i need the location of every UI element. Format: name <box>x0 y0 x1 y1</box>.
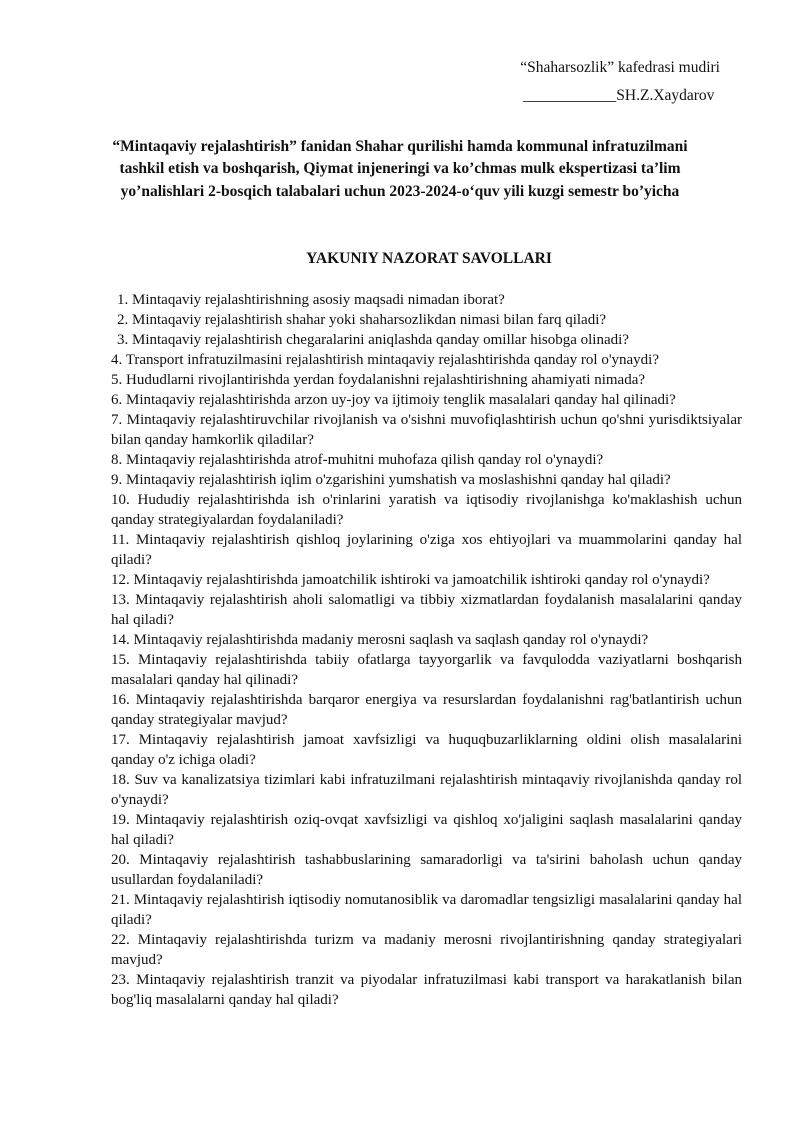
question-item: 8. Mintaqaviy rejalashtirishda atrof-muhitni muhofaza qilish qanday rol o'ynaydi? <box>111 452 604 468</box>
question-item: 11. Mintaqaviy rejalashtirish qishloq joylarining o'ziga xos ehtiyojlari va muammolarini qanday hal qiladi? <box>111 532 742 568</box>
section-heading: YAKUNIY NAZORAT SAVOLLARI <box>306 250 552 267</box>
department-head-title: “Shaharsozlik” kafedrasi mudiri <box>520 59 720 76</box>
question-item: 12. Mintaqaviy rejalashtirishda jamoatchilik ishtiroki va jamoatchilik ishtiroki qanday rol o'ynaydi? <box>111 572 710 588</box>
signature-line: ____________SH.Z.Xaydarov <box>523 87 715 104</box>
approval-block <box>520 58 720 106</box>
question-item: 16. Mintaqaviy rejalashtirishda barqaror energiya va resurslardan foydalanishni rag'batlantirish uchun qanday strategiyalar mavjud? <box>111 692 742 728</box>
question-item: 22. Mintaqaviy rejalashtirishda turizm va madaniy merosni rivojlantirishning qanday strategiyalari mavjud? <box>111 932 742 968</box>
question-item: 6. Mintaqaviy rejalashtirishda arzon uy-joy va ijtimoiy tenglik masalalari qanday hal qilinadi? <box>111 392 676 408</box>
question-item: 1. Mintaqaviy rejalashtirishning asosiy maqsadi nimadan iborat? <box>117 292 505 308</box>
question-item: 3. Mintaqaviy rejalashtirish chegaralarini aniqlashda qanday omillar hisobga olinadi? <box>117 332 629 348</box>
question-item: 7. Mintaqaviy rejalashtiruvchilar rivojlanish va o'sishni muvofiqlashtirish uchun qo'shni yurisdiktsiyalar bilan qanday hamkorlik qiladilar? <box>111 412 742 448</box>
question-item: 4. Transport infratuzilmasini rejalashtirish mintaqaviy rejalashtirishda qanday rol o'ynaydi? <box>111 352 659 368</box>
question-item: 15. Mintaqaviy rejalashtirishda tabiiy ofatlarga tayyorgarlik va favqulodda vaziyatlarni boshqarish masalalari qanday hal qilinadi? <box>111 652 742 688</box>
question-item: 5. Hududlarni rivojlantirishda yerdan foydalanishni rejalashtirishning ahamiyati nimada? <box>111 372 646 388</box>
question-list <box>111 290 742 1010</box>
question-item: 14. Mintaqaviy rejalashtirishda madaniy merosni saqlash va saqlash qanday rol o'ynaydi? <box>111 632 649 648</box>
question-item: 21. Mintaqaviy rejalashtirish iqtisodiy nomutanosiblik va daromadlar tengsizligi masalalarini qanday hal qiladi? <box>111 892 742 928</box>
question-item: 23. Mintaqaviy rejalashtirish tranzit va piyodalar infratuzilmasi kabi transport va harakatlanish bilan bog'liq masalalarni qanday hal qiladi? <box>111 972 742 1008</box>
question-item: 20. Mintaqaviy rejalashtirish tashabbuslarining samaradorligi va ta'sirini baholash uchun qanday usullardan foydalaniladi? <box>111 852 742 888</box>
question-item: 2. Mintaqaviy rejalashtirish shahar yoki shaharsozlikdan nimasi bilan farq qiladi? <box>117 312 607 328</box>
question-item: 9. Mintaqaviy rejalashtirish iqlim o'zgarishini yumshatish va moslashishni qanday hal qiladi? <box>111 472 671 488</box>
document-title: “Mintaqaviy rejalashtirish” fanidan Shahar qurilishi hamda kommunal infratuzilmani tashkil etish va boshqarish, Qiymat injeneringi va ko’chmas mulk ekspertizasi ta’lim yo’nalishlari 2-bosqich talabalari uchun 2023-2024-o‘quv yili kuzgi semestr bo’yicha <box>112 138 688 200</box>
question-item: 13. Mintaqaviy rejalashtirish aholi salomatligi va tibbiy xizmatlardan foydalanish masalalarini qanday hal qiladi? <box>111 592 742 628</box>
question-item: 19. Mintaqaviy rejalashtirish oziq-ovqat xavfsizligi va qishloq xo'jaligini saqlash masalalarini qanday hal qiladi? <box>111 812 742 848</box>
question-item: 18. Suv va kanalizatsiya tizimlari kabi infratuzilmani rejalashtirish mintaqaviy rivojlanishda qanday rol o'ynaydi? <box>111 772 742 808</box>
question-item: 10. Hududiy rejalashtirishda ish o'rinlarini yaratish va iqtisodiy rivojlanishga ko'maklashish uchun qanday strategiyalardan foydalaniladi? <box>111 492 742 528</box>
question-item: 17. Mintaqaviy rejalashtirish jamoat xavfsizligi va huquqbuzarliklarning oldini olish masalalarini qanday o'z ichiga oladi? <box>111 732 742 768</box>
